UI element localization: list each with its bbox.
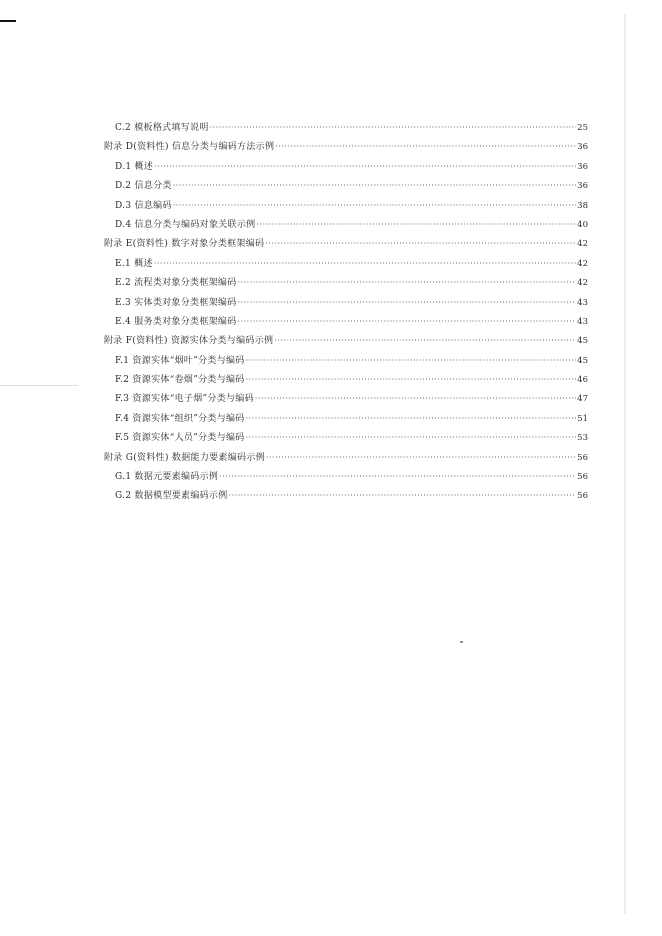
dot-leader: [246, 356, 577, 365]
toc-entry-label: F.2 资源实体“卷烟”分类与编码: [115, 375, 245, 386]
toc-entry-label: C.2 模板格式填写说明: [115, 123, 209, 133]
toc-entry-label: 附录 E(资料性) 数字对象分类框架编码: [104, 239, 265, 250]
toc-entry-label: D.2 信息分类: [115, 181, 172, 192]
dot-leader: [274, 336, 576, 345]
toc-entry-label: F.4 资源实体“组织”分类与编码: [115, 413, 245, 424]
toc-entry-f5[interactable]: [104, 430, 588, 449]
dot-leader: [154, 259, 576, 268]
toc-entry-e2[interactable]: [104, 275, 588, 294]
table-of-contents: [104, 120, 588, 508]
toc-entry-page: 36: [577, 161, 588, 172]
dot-leader: [256, 220, 576, 229]
toc-entry-f2[interactable]: [104, 372, 588, 391]
toc-entry-page: 51: [577, 413, 588, 424]
dot-leader: [219, 472, 576, 481]
toc-entry-page: 36: [577, 181, 588, 192]
toc-entry-label: F.1 资源实体“烟叶”分类与编码: [115, 355, 245, 366]
dot-leader: [266, 453, 576, 462]
toc-entry-page: 56: [577, 491, 588, 502]
toc-entry-page: 46: [577, 375, 588, 386]
toc-entry-c2[interactable]: [104, 120, 588, 139]
toc-entry-label: D.4 信息分类与编码对象关联示例: [115, 219, 256, 230]
toc-entry-d4[interactable]: [104, 217, 588, 236]
toc-entry-page: 25: [577, 123, 588, 133]
toc-entry-f4[interactable]: [104, 411, 588, 430]
scan-speck: [460, 641, 463, 643]
toc-entry-page: 45: [577, 336, 588, 347]
toc-entry-appendix-d[interactable]: [104, 139, 588, 158]
toc-entry-label: 附录 G(资料性) 数据能力要素编码示例: [104, 452, 265, 463]
toc-entry-g2[interactable]: [104, 488, 588, 507]
toc-entry-d3[interactable]: [104, 198, 588, 217]
dot-leader: [210, 123, 577, 132]
corner-mark: [0, 20, 16, 22]
toc-entry-d1[interactable]: [104, 159, 588, 178]
toc-entry-page: 42: [577, 239, 588, 250]
page-edge: [624, 14, 626, 914]
toc-entry-e1[interactable]: [104, 256, 588, 275]
toc-entry-appendix-f[interactable]: [104, 333, 588, 352]
toc-entry-label: E.4 服务类对象分类框架编码: [115, 316, 237, 327]
dot-leader: [173, 181, 576, 190]
toc-entry-f3[interactable]: [104, 391, 588, 410]
toc-entry-page: 45: [577, 355, 588, 366]
toc-entry-page: 43: [577, 297, 588, 308]
toc-entry-page: 40: [577, 219, 588, 230]
toc-entry-page: 36: [577, 142, 588, 153]
toc-entry-label: G.2 数据模型要素编码示例: [115, 491, 228, 502]
dot-leader: [154, 162, 576, 171]
toc-entry-page: 43: [577, 316, 588, 327]
toc-entry-label: D.3 信息编码: [115, 200, 172, 211]
toc-entry-label: F.5 资源实体“人员”分类与编码: [115, 433, 245, 444]
toc-entry-label: F.3 资源实体“电子烟”分类与编码: [115, 394, 254, 405]
toc-entry-label: E.1 概述: [115, 258, 153, 269]
dot-leader: [246, 414, 577, 423]
toc-entry-label: E.2 流程类对象分类框架编码: [115, 278, 237, 289]
toc-entry-page: 56: [577, 472, 588, 483]
toc-entry-appendix-e[interactable]: [104, 236, 588, 255]
toc-entry-f1[interactable]: [104, 353, 588, 372]
toc-entry-label: 附录 F(资料性) 资源实体分类与编码示例: [104, 336, 274, 347]
toc-entry-e3[interactable]: [104, 295, 588, 314]
dot-leader: [265, 239, 576, 248]
toc-entry-label: 附录 D(资料性) 信息分类与编码方法示例: [104, 142, 275, 153]
toc-entry-page: 47: [577, 394, 588, 405]
toc-entry-page: 53: [577, 433, 588, 444]
dot-leader: [246, 433, 577, 442]
dot-leader: [255, 394, 576, 403]
dot-leader: [229, 491, 577, 500]
toc-entry-d2[interactable]: [104, 178, 588, 197]
dot-leader: [238, 317, 577, 326]
dot-leader: [275, 142, 576, 151]
dot-leader: [246, 375, 577, 384]
toc-entry-label: G.1 数据元要素编码示例: [115, 472, 219, 483]
toc-entry-page: 56: [577, 452, 588, 463]
toc-entry-label: D.1 概述: [115, 161, 154, 172]
bleed-through-line: [0, 385, 78, 386]
toc-entry-page: 42: [577, 278, 588, 289]
dot-leader: [238, 298, 577, 307]
toc-entry-page: 42: [577, 258, 588, 269]
dot-leader: [173, 201, 576, 210]
toc-entry-page: 38: [577, 200, 588, 211]
toc-entry-label: E.3 实体类对象分类框架编码: [115, 297, 237, 308]
dot-leader: [238, 278, 577, 287]
toc-entry-appendix-g[interactable]: [104, 450, 588, 469]
toc-entry-g1[interactable]: [104, 469, 588, 488]
toc-entry-e4[interactable]: [104, 314, 588, 333]
